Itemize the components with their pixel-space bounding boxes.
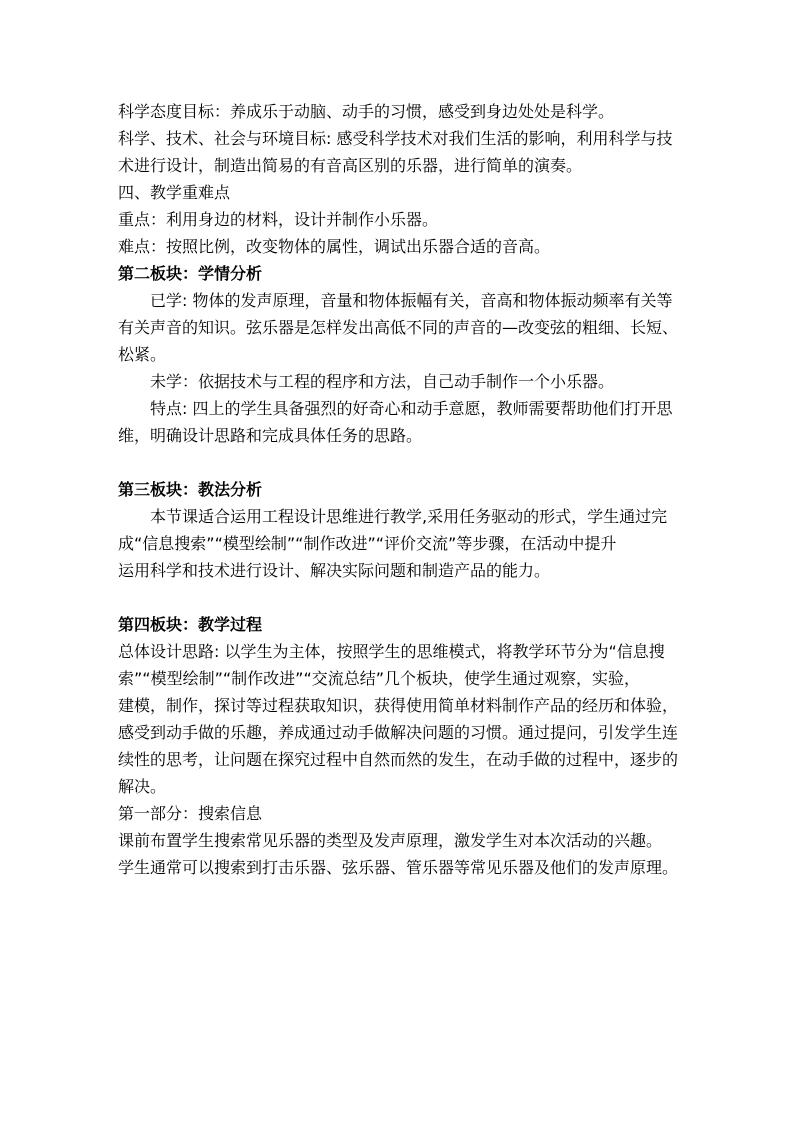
text-line: 已学: 物体的发声原理，音量和物体振幅有关，音高和物体振动频率有关等 xyxy=(150,291,673,310)
text-line: 运用科学和技术进行设计、解决实际问题和制造产品的能力。 xyxy=(118,561,551,580)
text-line: 有关声音的知识。弦乐器是怎样发出高低不同的声音的—改变弦的粗细、长短、 xyxy=(118,318,679,337)
blank-line xyxy=(118,584,678,611)
text-line: 本节课适合运用工程设计思维进行教学,采用任务驱动的形式，学生通过完 xyxy=(150,507,668,526)
text-line: 松紧。 xyxy=(118,345,167,364)
text-line: 难点：按照比例，改变物体的属性，调试出乐器合适的音高。 xyxy=(118,237,551,256)
text-line: 重点：利用身边的材料，设计并制作小乐器。 xyxy=(118,210,439,229)
text-line: 建模，制作，探讨等过程获取知识，获得使用简单材料制作产品的经历和体验， xyxy=(118,696,679,715)
section-heading: 第三板块：教法分析 xyxy=(118,480,263,499)
section-heading: 四、教学重难点 xyxy=(118,183,231,202)
text-line: 索”“模型绘制”“制作改进”“交流总结”几个板块，使学生通过观察，实验， xyxy=(118,669,641,688)
text-line: 术进行设计，制造出简易的有音高区别的乐器，进行简单的演奏。 xyxy=(118,156,583,175)
text-line: 科学、技术、社会与环境目标: 感受科学技术对我们生活的影响，利用科学与技 xyxy=(118,129,673,148)
text-line: 特点: 四上的学生具备强烈的好奇心和动手意愿，教师需要帮助他们打开思 xyxy=(150,399,673,418)
text-line: 解决。 xyxy=(118,777,167,796)
text-line: 感受到动手做的乐趣，养成通过动手做解决问题的习惯。通过提问，引发学生连 xyxy=(118,723,679,742)
document-page xyxy=(118,98,678,881)
section-heading: 第二板块：学情分析 xyxy=(118,264,263,283)
text-line: 维，明确设计思路和完成具体任务的思路。 xyxy=(118,426,423,445)
text-line: 学生通常可以搜索到打击乐器、弦乐器、管乐器等常见乐器及他们的发声原理。 xyxy=(118,858,679,877)
text-line: 科学态度目标：养成乐于动脑、动手的习惯，感受到身边处处是科学。 xyxy=(118,102,615,121)
section-heading: 第一部分：搜索信息 xyxy=(118,804,263,823)
text-line: 成“信息搜索”“模型绘制”“制作改进”“评价交流”等步骤，在活动中提升 xyxy=(118,534,617,553)
text-line: 课前布置学生搜索常见乐器的类型及发声原理，激发学生对本次活动的兴趣。 xyxy=(118,831,663,850)
text-line: 未学：依据技术与工程的程序和方法，自己动手制作一个小乐器。 xyxy=(150,372,615,391)
blank-line xyxy=(118,449,678,476)
text-line: 总体设计思路: 以学生为主体，按照学生的思维模式，将教学环节分为“信息搜 xyxy=(118,642,665,661)
text-line: 续性的思考，让问题在探究过程中自然而然的发生，在动手做的过程中，逐步的 xyxy=(118,750,679,769)
section-heading: 第四板块：教学过程 xyxy=(118,615,263,634)
